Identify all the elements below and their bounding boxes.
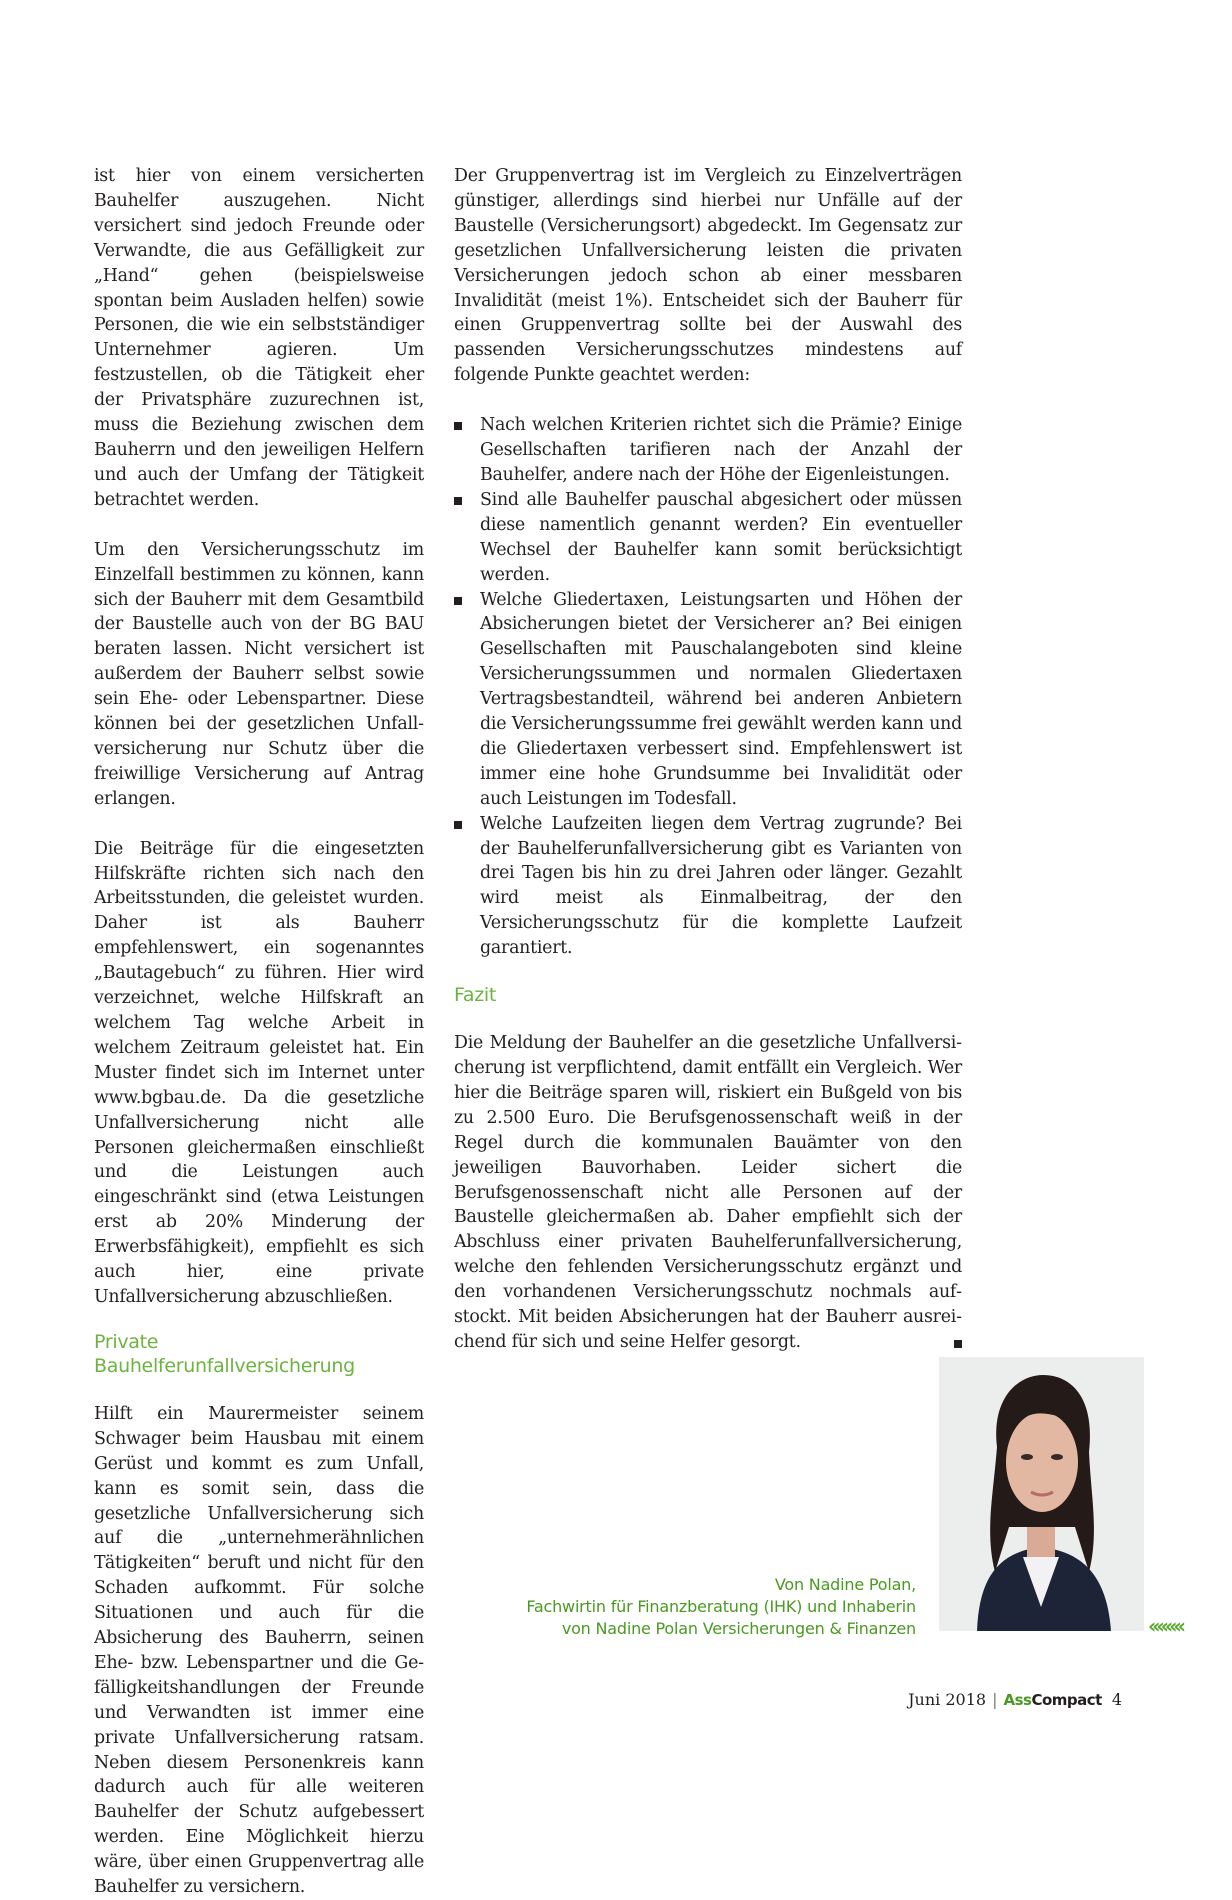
section-heading-fazit: Fazit [454, 984, 497, 1007]
issue-date: Juni 2018 [908, 1690, 987, 1709]
page-footer [908, 1690, 1122, 1710]
fazit-text: Die Meldung der Bauhelfer an die gesetzliche Unfallversicherung ist verpflichtend, damit entfällt ein Vergleich. Wer hier die Beiträge sparen will, riskiert ein Bußgeld von bis zu 2.500 Euro. Die Berufsgenossenschaft weiß in der Regel durch die kommunalen Bauämter von den jeweiligen Bauvorhaben. Leider sichert die Berufsgenossenschaft nicht alle Personen auf der Baustelle gleichermaßen ab. Daher empfiehlt sich der Abschluss einer privaten Bauhelferunfallversicherung, welche den fehlenden Versicherungsschutz ergänzt und den vorhandenen Versicherungsschutz nochmals aufstockt. Mit beiden Absicherungen hat der Bauherr ausreichend für sich und seine Helfer gesorgt. [454, 1033, 962, 1352]
page-number: 4 [1111, 1690, 1122, 1709]
author-title: Fachwirtin für Finanzberatung (IHK) und Inhaberin [526, 1597, 916, 1616]
criteria-list [454, 413, 962, 961]
bullet-square-icon [454, 821, 462, 829]
chevron-decoration-icon: ‹‹‹‹‹‹‹‹ [1148, 1614, 1182, 1638]
list-item-text: Welche Laufzeiten liegen dem Vertrag zugrunde? Bei der Bauhelferunfallversicherung gibt es Varianten von drei Tagen bis hin zu drei Jahren oder länger. Gezahlt wird meist als Einmalbeitrag, der den Versicherungsschutz für die komplette Laufzeit garantiert. [480, 813, 962, 959]
brand-logo-part-1: Ass [1003, 1691, 1032, 1709]
bullet-square-icon [454, 422, 462, 430]
left-paragraph-1: ist hier von einem versicherten Bauhelfer auszugehen. Nicht versichert sind jedoch Freunde oder Verwandte, die aus Gefälligkeit zur „Hand“ gehen (beispielsweise spontan beim Ausladen helfen) sowie Personen, die wie ein selbstständiger Unternehmer agieren. Um festzustellen, ob die Tätigkeit eher der Privatsphäre zuzurechnen ist, muss die Beziehung zwischen dem Bauherrn und den jeweiligen Helfern und auch der Umfang der Tätigkeit betrachtet werden. [94, 166, 424, 510]
list-item-text: Nach welchen Kriterien richtet sich die Prämie? Einige Gesellschaften tarifieren nach der Anzahl der Bauhelfer, andere nach der Höhe der Eigenleistungen. [480, 415, 962, 485]
list-item [454, 413, 962, 488]
brand-logo-part-2: Compact [1031, 1691, 1102, 1709]
end-mark-icon [954, 1340, 962, 1348]
list-item [454, 488, 962, 588]
left-paragraph-4: Hilft ein Maurermeister seinem Schwager beim Hausbau mit einem Gerüst und kommt es zum Unfall, kann es somit sein, dass die gesetzliche Unfallversicherung sich auf die „unternehmerähnlichen Tätigkeiten“ beruft und nicht für den Schaden aufkommt. Für solche Situationen und auch für die Absicherung des Bauherrn, seinen Ehe- bzw. Lebenspartner und die Gefälligkeitshandlungen der Freunde und Verwandten ist immer eine private Unfallversicherung ratsam. Neben diesem Personenkreis kann dadurch auch für alle weiteren Bauhelfer der Schutz aufgebessert werden. Eine Möglichkeit hierzu wäre, über einen Gruppenvertrag alle Bauhelfer zu versichern. [94, 1403, 424, 1898]
brand-logo [1003, 1691, 1101, 1709]
list-item-text: Welche Gliedertaxen, Leistungsarten und Höhen der Absicherungen bietet der Versicherer an? Bei einigen Gesellschaften mit Pauschalangeboten sind kleine Versicherungssummen und normalen Gliedertaxen Vertragsbestandteil, während bei anderen Anbietern die Versicherungssumme frei gewählt werden kann und die Gliedertaxen verbessert sind. Empfehlenswert ist immer eine hohe Grundsumme bei Invalidität oder auch Leistungen im Todesfall. [480, 589, 962, 809]
author-name: Von Nadine Polan, [774, 1575, 916, 1594]
bullet-square-icon [454, 497, 462, 505]
left-column [94, 164, 424, 1900]
author-portrait [939, 1357, 1144, 1631]
list-item [454, 588, 962, 812]
list-item-text: Sind alle Bauhelfer pauschal abgesichert oder müssen diese namentlich genannt werden? Ein eventueller Wechsel der Bauhelfer kann somit berücksichtigt werden. [480, 489, 962, 585]
footer-separator: | [992, 1690, 998, 1709]
list-item [454, 812, 962, 961]
left-paragraph-2: Um den Versicherungsschutz im Einzelfall bestimmen zu können, kann sich der Bauherr mit dem Gesamtbild der Baustelle auch von der BG BAU beraten lassen. Nicht versichert ist außerdem der Bauherr selbst sowie sein Ehe- oder Lebenspartner. Diese können bei der gesetzlichen Unfallversicherung nur Schutz über die freiwillige Versicherung auf Antrag erlangen. [94, 539, 424, 809]
section-heading-private: Private Bauhelferunfallversicherung [94, 1330, 355, 1377]
author-photo-illustration [939, 1357, 1144, 1631]
right-paragraph-2 [454, 1031, 962, 1355]
bullet-square-icon [454, 597, 462, 605]
right-paragraph-1: Der Gruppenvertrag ist im Vergleich zu Einzelverträgen günstiger, allerdings sind hierbei nur Unfälle auf der Baustelle (Versicherungsort) abgedeckt. Im Gegensatz zur gesetzlichen Unfallversicherung leisten die privaten Versicherungen jedoch schon ab einer messbaren Invalidität (meist 1%). Entscheidet sich der Bauherr für einen Gruppenvertrag sollte bei der Auswahl des passenden Versicherungsschutzes mindestens auf folgende Punkte geachtet werden: [454, 166, 962, 386]
right-column [454, 164, 962, 1355]
author-company: von Nadine Polan Versicherungen & Finanzen [561, 1619, 916, 1638]
left-paragraph-3: Die Beiträge für die eingesetzten Hilfskräfte richten sich nach den Arbeitsstunden, die geleistet wurden. Daher ist als Bauherr empfehlenswert, ein sogenanntes „Bautagebuch“ zu führen. Hier wird verzeichnet, welche Hilfskraft an welchem Tag welche Arbeit in welchem Zeitraum geleistet hat. Ein Muster findet sich im Internet unter www.bgbau.de. Da die gesetzliche Unfallversicherung nicht alle Personen gleichermaßen einschließt und die Leistungen auch eingeschränkt sind (etwa Leistungen erst ab 20% Minderung der Erwerbsfähigkeit), empfiehlt es sich auch hier, eine private Unfallversicherung abzuschließen. [94, 838, 424, 1307]
author-caption [526, 1574, 916, 1640]
